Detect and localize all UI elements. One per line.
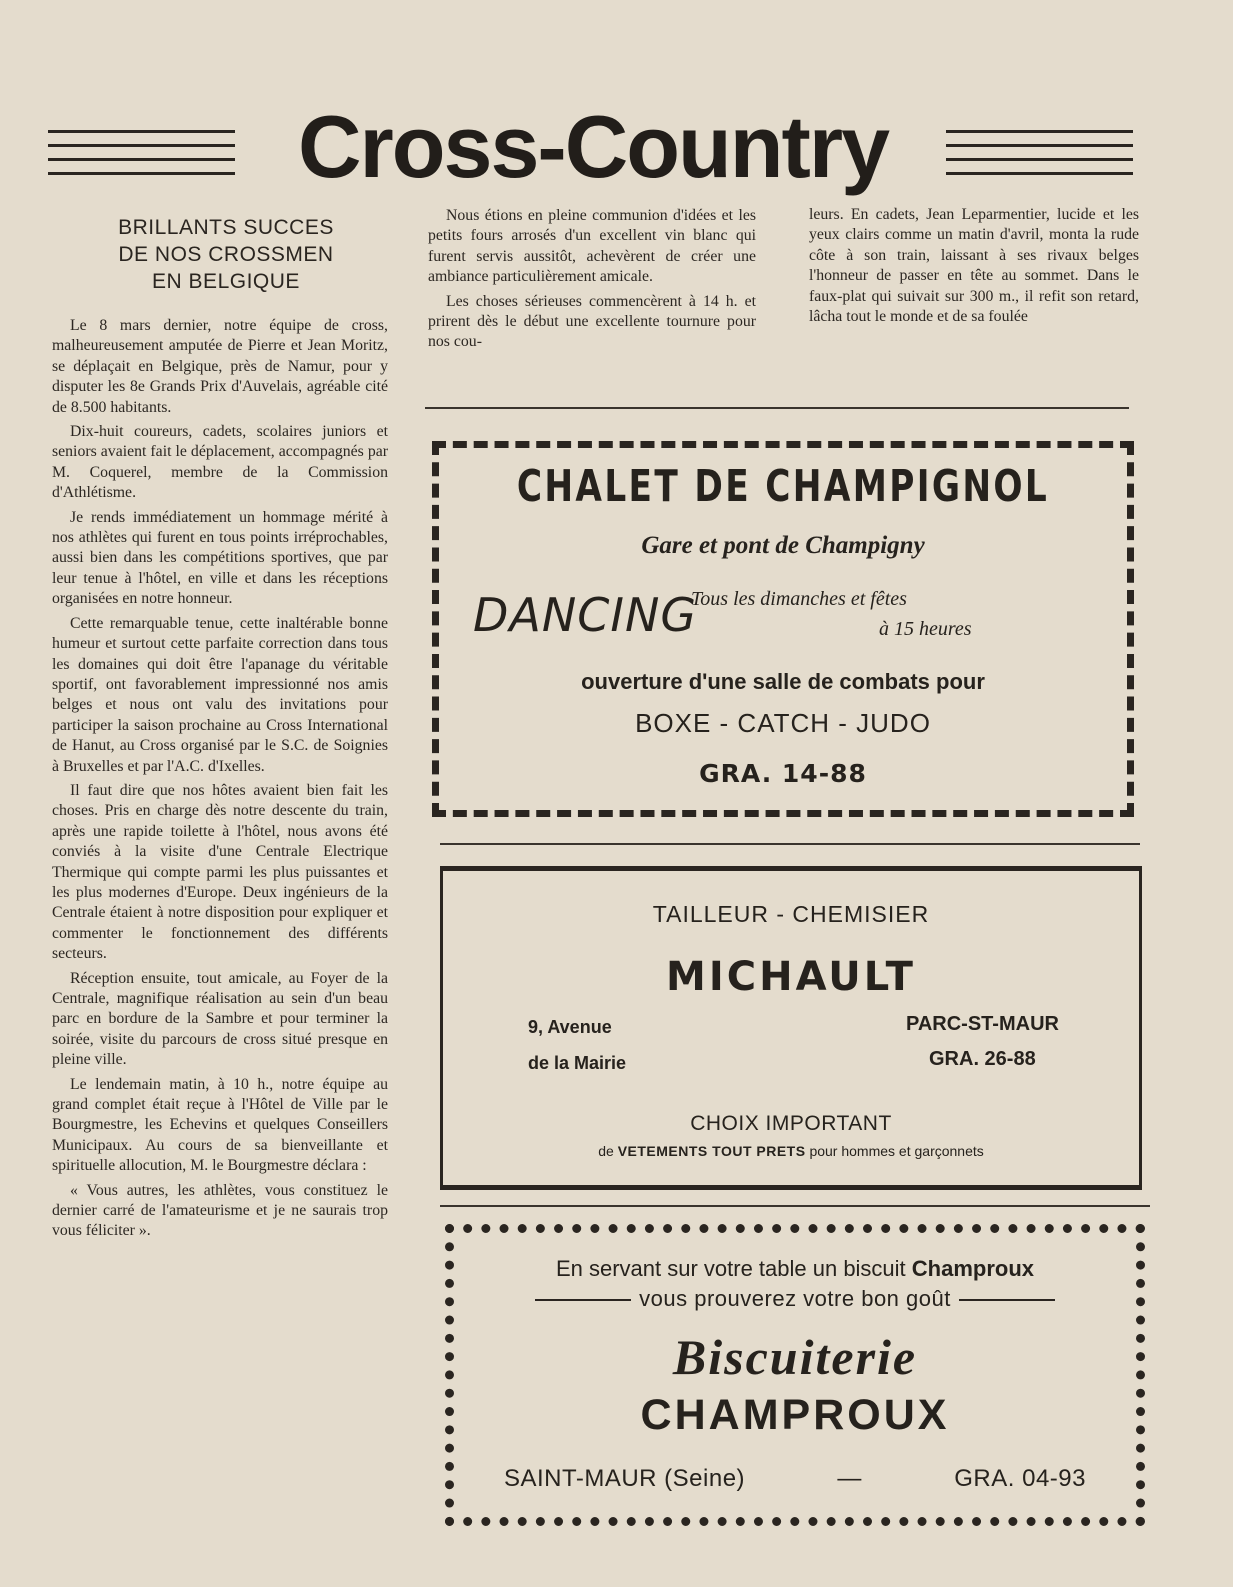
chalet-schedule-line-1: Tous les dimanches et fêtes <box>691 588 907 610</box>
chalet-schedule-line-2: à 15 heures <box>879 618 972 640</box>
article-headline <box>70 214 382 295</box>
michault-clothes-pre: de <box>598 1143 614 1159</box>
header-rules-left <box>48 130 235 176</box>
paragraph: Le lendemain matin, à 10 h., notre équipe au grand complet était reçue à l'Hôtel de Ville par le Bourgmestre, les Echevins et quelques Conseillers Municipaux. Au cours de sa bienveillante et spirituelle allocution, M. le Bourgmestre déclara : <box>52 1075 388 1175</box>
article-column-3 <box>809 205 1139 331</box>
paragraph: Il faut dire que nos hôtes avaient bien fait les choses. Pris en charge dès notre descente du train, après une rapide toilette à l'hôtel, nous avons été conviés à la visite d'une Centrale Electrique Thermique qui compte parmi les plus puissantes et les plus modernes d'Europe. Deux ingénieurs de la Centrale étaient à notre disposition pour expliquer et commenter le fonctionnement des différents secteurs. <box>52 781 388 963</box>
michault-clothes <box>443 1143 1139 1159</box>
champroux-brand-script: Biscuiterie <box>672 1329 918 1385</box>
paragraph: Cette remarquable tenue, cette inaltérable bonne humeur et surtout cette parfaite correction dans tous les domaines qui doit être l'apanage du véritable sportif, ont favorablement impressionné nos amis belges et nous ont valu des invitations pour participer la saison prochaine au Cross International de Hanut, au Cross organisé par le S.C. de Soignies à Bruxelles et par l'A.C. d'Ixelles. <box>52 614 388 775</box>
michault-name: MICHAULT <box>666 954 916 1000</box>
michault-clothes-bold: VETEMENTS TOUT PRETS <box>617 1143 806 1159</box>
rule-left <box>535 1299 631 1301</box>
paragraph: Le 8 mars dernier, notre équipe de cross, malheureusement amputée de Pierre et Jean Moritz, se déplaçait en Belgique, près de Namur, pour y disputer les 8e Grands Prix d'Auvelais, agréable cité de 8.500 habitants. <box>52 317 388 416</box>
champroux-dash: — <box>837 1465 862 1492</box>
paragraph: Les choses sérieuses commencèrent à 14 h. et prirent dès le début une excellente tournure pour nos cou- <box>428 292 756 351</box>
separator-line <box>440 1205 1150 1207</box>
separator-line <box>425 407 1129 409</box>
champroux-line-2 <box>454 1286 1136 1312</box>
michault-trade: TAILLEUR - CHEMISIER <box>652 901 930 927</box>
headline-line-3: EN BELGIQUE <box>152 270 300 293</box>
champroux-brand: CHAMPROUX <box>640 1391 950 1439</box>
champroux-footer <box>504 1465 1086 1493</box>
champroux-line-1-pre: En servant sur votre table un biscuit <box>555 1256 906 1281</box>
ad-michault <box>440 866 1142 1190</box>
champroux-location: SAINT-MAUR (Seine) <box>504 1465 746 1492</box>
article-column-1 <box>52 316 388 1246</box>
michault-phone: GRA. 26-88 <box>929 1048 1036 1070</box>
champroux-line-1 <box>454 1256 1136 1282</box>
paragraph: Nous étions en pleine communion d'idées et les petits fours arrosés d'un excellent vin blanc qui furent servis aussitôt, achevèrent de créer une ambiance particulièrement amicale. <box>428 207 756 286</box>
michault-address-line-2: de la Mairie <box>528 1053 627 1073</box>
chalet-sports: BOXE - CATCH - JUDO <box>635 708 931 738</box>
chalet-title: CHALET DE CHAMPIGNOL <box>516 461 1050 512</box>
ad-biscuiterie-champroux <box>445 1224 1145 1526</box>
header-rules-right <box>946 130 1133 176</box>
michault-choice: CHOIX IMPORTANT <box>690 1112 892 1135</box>
michault-address-line-1: 9, Avenue <box>528 1017 612 1037</box>
paragraph: Réception ensuite, tout amicale, au Foyer de la Centrale, magnifique réalisation au sein d'un beau parc en bordure de la Sambre et pour terminer la soirée, visite du parcours de cross situé presque en pleine ville. <box>52 969 388 1069</box>
headline-line-2: DE NOS CROSSMEN <box>118 243 334 266</box>
michault-city: PARC-ST-MAUR <box>906 1013 1059 1035</box>
chalet-subtitle: Gare et pont de Champigny <box>641 532 925 559</box>
ad-chalet-de-champignol <box>432 441 1134 817</box>
champroux-line-1-bold: Champroux <box>911 1256 1035 1281</box>
headline-line-1: BRILLANTS SUCCES <box>118 216 334 239</box>
separator-line <box>440 843 1140 845</box>
champroux-phone: GRA. 04-93 <box>954 1465 1086 1492</box>
rule-right <box>959 1299 1055 1301</box>
chalet-opening: ouverture d'une salle de combats pour <box>581 669 985 694</box>
champroux-line-2-text: vous prouverez votre bon goût <box>639 1286 951 1311</box>
chalet-dancing: DANCING <box>473 588 698 642</box>
paragraph: Dix-huit coureurs, cadets, scolaires juniors et seniors avaient fait le déplacement, accompagnés par M. Coquerel, membre de la Commission d'Athlétisme. <box>52 423 388 502</box>
paragraph: « Vous autres, les athlètes, vous constituez le dernier carré de l'amateurisme et je ne saurais trop vous féliciter ». <box>52 1181 388 1240</box>
paragraph: leurs. En cadets, Jean Leparmentier, lucide et les yeux clairs comme un matin d'avril, monta la rude côte à son train, laissant à ses rivaux belges l'honneur de passer en tête au sommet. Dans le faux-plat qui suivait sur 300 m., il refit son retard, lâcha tout le monde et de sa foulée <box>809 206 1139 326</box>
paragraph: Je rends immédiatement un hommage mérité à nos athlètes qui furent en tous points irréprochables, aussi bien dans les compétitions sportives, que par leur tenue à l'hôtel, en ville et dans les réceptions organisées en notre honneur. <box>52 508 388 608</box>
michault-clothes-post: pour hommes et garçonnets <box>809 1143 984 1159</box>
chalet-phone: GRA. 14-88 <box>699 759 867 788</box>
article-column-2 <box>428 206 756 357</box>
page-title: Cross-Country <box>297 97 889 196</box>
